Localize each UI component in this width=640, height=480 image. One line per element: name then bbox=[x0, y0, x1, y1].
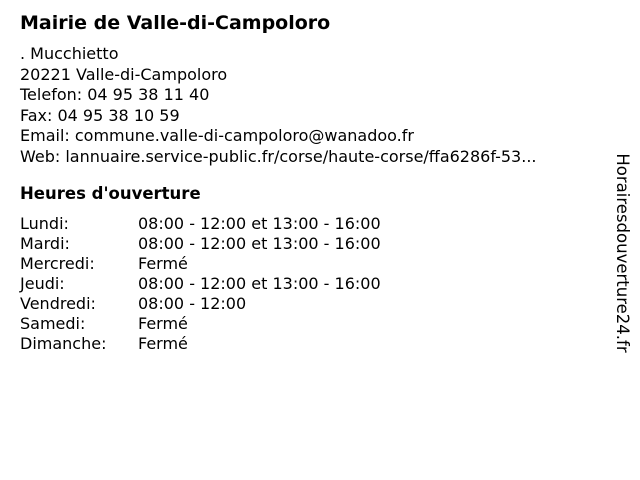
hours-row-saturday bbox=[20, 314, 381, 334]
day-label: Lundi: bbox=[20, 214, 69, 233]
hours-row-wednesday bbox=[20, 254, 381, 274]
day-label: Jeudi: bbox=[20, 274, 65, 293]
day-label: Mardi: bbox=[20, 234, 70, 253]
day-label: Dimanche: bbox=[20, 334, 107, 353]
hours-row-sunday bbox=[20, 334, 381, 354]
opening-hours-heading: Heures d'ouverture bbox=[20, 184, 201, 203]
hours-row-monday bbox=[20, 214, 381, 234]
day-hours: Fermé bbox=[138, 314, 188, 333]
day-hours: Fermé bbox=[138, 334, 188, 353]
contact-block bbox=[20, 44, 537, 167]
day-hours: Fermé bbox=[138, 254, 188, 273]
website-url: Web: lannuaire.service-public.fr/corse/haute-corse/ffa6286f-53... bbox=[20, 146, 537, 166]
day-label: Samedi: bbox=[20, 314, 86, 333]
day-hours: 08:00 - 12:00 et 13:00 - 16:00 bbox=[138, 274, 381, 293]
street-address: . Mucchietto bbox=[20, 44, 119, 63]
opening-hours-table bbox=[20, 214, 381, 354]
email-address: Email: commune.valle-di-campoloro@wanadoo.fr bbox=[20, 126, 414, 145]
day-hours: 08:00 - 12:00 bbox=[138, 294, 247, 313]
hours-row-thursday bbox=[20, 274, 381, 294]
city-address: 20221 Valle-di-Campoloro bbox=[20, 64, 228, 84]
day-label: Mercredi: bbox=[20, 254, 95, 273]
day-label: Vendredi: bbox=[20, 294, 96, 313]
hours-row-friday bbox=[20, 294, 381, 314]
day-hours: 08:00 - 12:00 et 13:00 - 16:00 bbox=[138, 214, 381, 233]
fax-number: Fax: 04 95 38 10 59 bbox=[20, 105, 180, 125]
page-title: Mairie de Valle-di-Campoloro bbox=[20, 12, 331, 34]
day-hours: 08:00 - 12:00 et 13:00 - 16:00 bbox=[138, 234, 381, 253]
hours-row-tuesday bbox=[20, 234, 381, 254]
phone-number: Telefon: 04 95 38 11 40 bbox=[20, 85, 210, 104]
site-watermark: Horairesdouverture24.fr bbox=[613, 153, 632, 353]
